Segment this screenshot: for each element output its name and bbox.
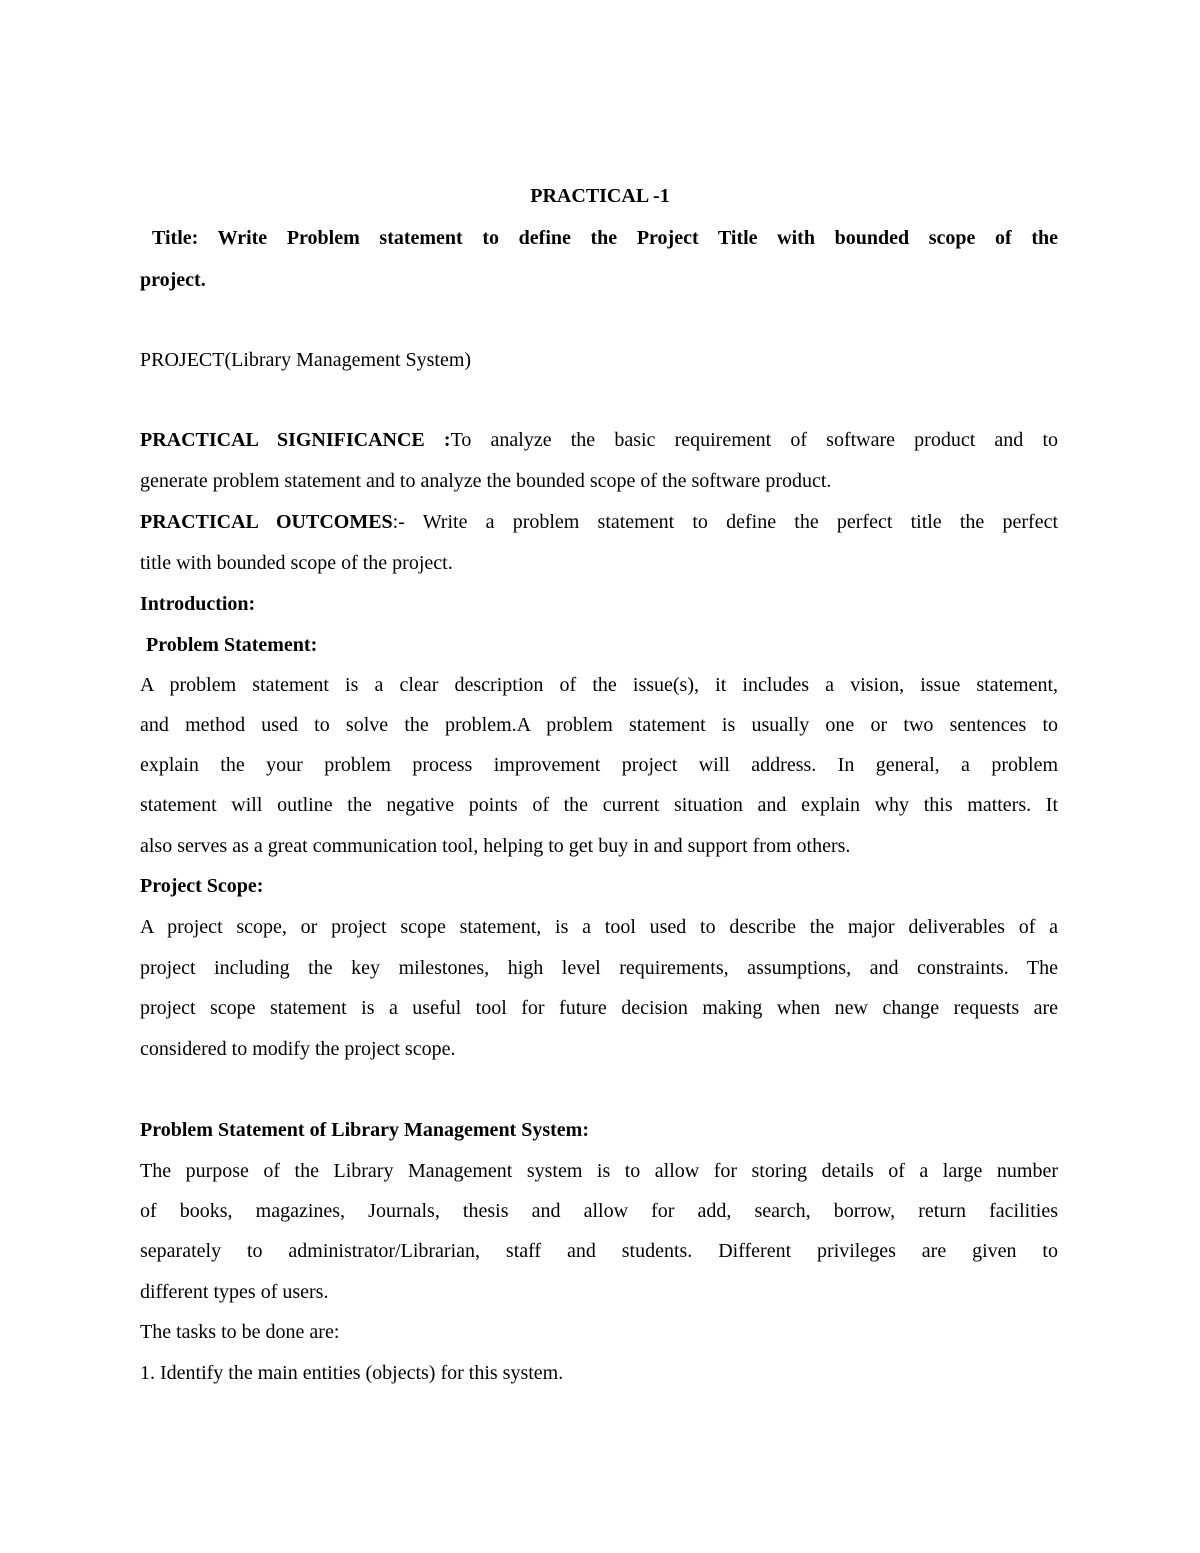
title-text-line-1: Write Problem statement to define the Project Title with bounded scope of the	[217, 227, 1058, 249]
outcomes-text-line-1: :- Write a problem statement to define the perfect title the perfect	[392, 511, 1058, 533]
problem-statement-line: and method used to solve the problem.A problem statement is usually one or two sentences to	[140, 714, 1058, 736]
problem-statement-heading: Problem Statement:	[146, 634, 318, 656]
project-scope-line: project scope statement is a useful tool for future decision making when new change requests are	[140, 997, 1058, 1019]
title-line-2: project.	[140, 269, 206, 291]
problem-statement-line: A problem statement is a clear description of the issue(s), it includes a vision, issue statement,	[140, 674, 1058, 696]
practical-heading: PRACTICAL -1	[530, 185, 670, 207]
problem-statement-line: statement will outline the negative points of the current situation and explain why this matters. It	[140, 794, 1058, 816]
significance-label: PRACTICAL SIGNIFICANCE :	[140, 429, 451, 451]
lms-statement-line: separately to administrator/Librarian, staff and students. Different privileges are given to	[140, 1240, 1058, 1262]
project-line: PROJECT(Library Management System)	[140, 349, 472, 371]
problem-statement-line: explain the your problem process improvement project will address. In general, a problem	[140, 754, 1058, 776]
significance-line-1	[140, 428, 1058, 452]
lms-statement-line: different types of users.	[140, 1281, 329, 1303]
project-scope-line: project including the key milestones, high level requirements, assumptions, and constraints. The	[140, 957, 1058, 979]
title-line-1	[152, 226, 1058, 250]
outcomes-label: PRACTICAL OUTCOMES	[140, 511, 393, 533]
task-item-1: 1. Identify the main entities (objects) for this system.	[140, 1362, 564, 1384]
lms-statement-line: The purpose of the Library Management system is to allow for storing details of a large number	[140, 1160, 1058, 1182]
significance-text-line-1: To analyze the basic requirement of software product and to	[450, 429, 1058, 451]
project-scope-line: considered to modify the project scope.	[140, 1038, 456, 1060]
lms-statement-heading: Problem Statement of Library Management System:	[140, 1119, 589, 1141]
tasks-intro: The tasks to be done are:	[140, 1321, 340, 1343]
lms-statement-line: of books, magazines, Journals, thesis and allow for add, search, borrow, return facilities	[140, 1200, 1058, 1222]
outcomes-line-2: title with bounded scope of the project.	[140, 552, 453, 574]
project-scope-heading: Project Scope:	[140, 875, 264, 897]
outcomes-line-1	[140, 510, 1058, 534]
project-scope-line: A project scope, or project scope statement, is a tool used to describe the major deliverables of a	[140, 916, 1058, 938]
title-label: Title:	[152, 227, 199, 249]
problem-statement-line: also serves as a great communication tool, helping to get buy in and support from others.	[140, 835, 851, 857]
significance-line-2: generate problem statement and to analyze the bounded scope of the software product.	[140, 470, 832, 492]
introduction-heading: Introduction:	[140, 593, 256, 615]
